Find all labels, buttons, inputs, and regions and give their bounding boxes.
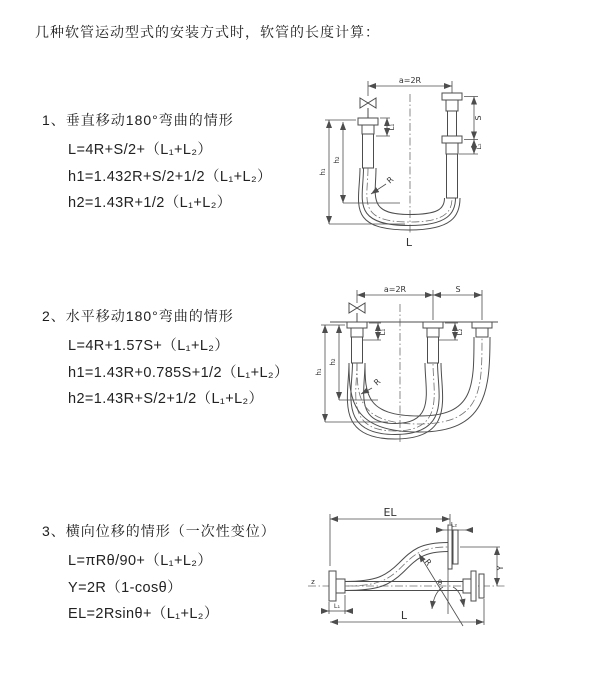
formula-line: h1=1.432R+S/2+1/2（L₁+L₂）	[68, 168, 272, 185]
right-fitting	[472, 322, 492, 337]
label-z: z	[311, 578, 315, 586]
label-l-total: L	[405, 236, 413, 249]
section-1	[42, 110, 272, 217]
formula-line: h2=1.43R+S/2+1/2（L₁+L₂）	[68, 391, 264, 407]
section-1-heading: 1、垂直移动180°弯曲的情形	[42, 112, 234, 128]
page-title: 几种软管运动型式的安装方式时，软管的长度计算：	[35, 24, 380, 40]
radius-callout	[371, 175, 396, 194]
label-theta: θ	[437, 579, 443, 587]
valve-icon	[349, 303, 365, 322]
right-fitting-displaced	[448, 525, 458, 569]
label-l-total: L	[400, 609, 408, 622]
right-fitting	[442, 93, 462, 198]
label-h2: h₂	[333, 156, 341, 164]
label-r: R	[422, 557, 434, 568]
label-el: EL	[383, 506, 397, 519]
label-r: R	[372, 376, 383, 388]
label-l2: L₂	[450, 520, 458, 529]
label-a2r: a=2R	[398, 76, 422, 85]
label-y: Y	[496, 565, 505, 571]
label-l1: L₁	[379, 328, 387, 336]
formula-line: L=4R+S/2+（L₁+L₂）	[68, 142, 213, 158]
label-l1: L₁	[388, 123, 396, 131]
hose-loop-original	[347, 363, 442, 439]
dim-l1	[321, 595, 353, 614]
formula-line: L=πRθ/90+（L₁+L₂）	[68, 553, 213, 569]
section-3	[42, 521, 276, 628]
section-2-heading: 2、水平移动180°弯曲的情形	[42, 308, 234, 324]
dim-l	[330, 599, 484, 625]
formula-line: Y=2R（1-cosθ）	[68, 579, 182, 596]
dim-a2r	[357, 285, 482, 320]
hose-loop-displaced	[349, 337, 490, 432]
diagram-lateral-displacement	[300, 495, 600, 670]
dim-l1	[376, 118, 396, 136]
diagram-horizontal-180-bend	[300, 282, 600, 472]
diagram-vertical-180-bend	[305, 72, 595, 257]
section-2-formulas	[42, 333, 289, 413]
section-2	[42, 306, 289, 413]
middle-fitting	[423, 322, 443, 363]
hose-loop	[358, 168, 460, 230]
label-s: S	[455, 285, 461, 294]
label-s: S	[474, 115, 483, 121]
label-h1: h₁	[315, 368, 323, 376]
label-h1: h₁	[319, 168, 327, 176]
dim-a2r	[368, 76, 452, 96]
dim-el	[330, 506, 450, 566]
left-fitting	[347, 322, 367, 363]
label-h2: h₂	[329, 358, 337, 366]
hose-displaced	[345, 543, 448, 591]
label-l1: L₁	[333, 602, 341, 610]
formula-line: L=4R+1.57S+（L₁+L₂）	[68, 338, 230, 354]
dim-l2	[436, 521, 473, 531]
right-fitting-original	[463, 571, 484, 601]
label-l2: L₂	[456, 328, 464, 336]
formula-line: h2=1.43R+1/2（L₁+L₂）	[68, 195, 232, 211]
section-3-heading: 3、横向位移的情形（一次性变位）	[42, 523, 276, 539]
section-3-formulas	[42, 548, 276, 628]
formula-line: EL=2Rsinθ+（L₁+L₂）	[68, 606, 219, 622]
formula-line: h1=1.43R+0.785S+1/2（L₁+L₂）	[68, 364, 289, 381]
valve-icon	[360, 98, 376, 118]
label-r: R	[385, 174, 396, 186]
label-a2r: a=2R	[383, 285, 407, 294]
left-fitting	[358, 118, 378, 168]
label-l2: L₂	[475, 143, 483, 150]
section-1-formulas	[42, 137, 272, 217]
dim-s	[459, 97, 483, 155]
left-fitting	[329, 571, 345, 601]
